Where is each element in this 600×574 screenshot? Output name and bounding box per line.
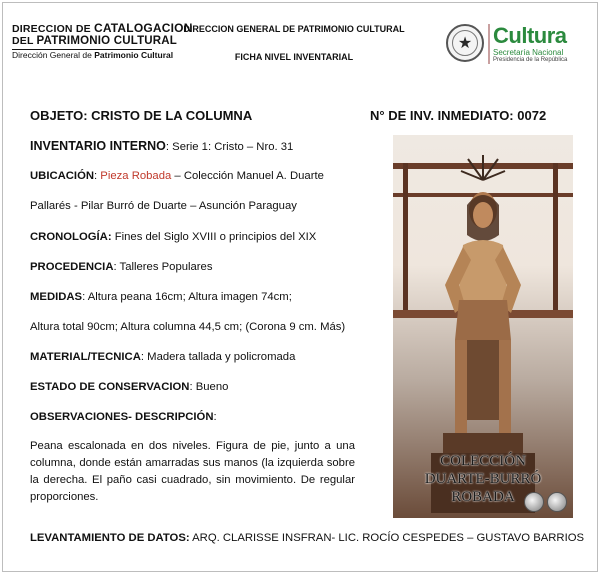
observaciones-row	[30, 411, 217, 423]
levantamiento-label: LEVANTAMIENTO DE DATOS:	[30, 532, 190, 544]
inventario-interno-value: : Serie 1: Cristo – Nro. 31	[165, 141, 294, 153]
stamp-line-1: COLECCIÓN	[440, 453, 526, 469]
procedencia-value: : Talleres Populares	[113, 261, 213, 273]
observaciones-label: OBSERVACIONES- DESCRIPCIÓN	[30, 411, 214, 423]
estado-row	[30, 381, 228, 393]
corner-mark-icon	[524, 492, 544, 512]
logo-line-1: DIRECCION DE CATALOGACION	[12, 21, 193, 35]
photo-corner-marks	[524, 492, 567, 512]
brand-name: Cultura	[493, 23, 567, 48]
ubicacion-row	[30, 170, 324, 182]
medidas-label: MEDIDAS	[30, 291, 83, 303]
objeto-title: OBJETO: CRISTO DE LA COLUMNA	[30, 108, 253, 123]
material-value: : Madera tallada y policromada	[140, 351, 296, 363]
inventory-number: N° DE INV. INMEDIATO: 0072	[370, 108, 547, 123]
description-paragraph: Peana escalonada en dos niveles. Figura de pie, junto a una columna, donde están amarradas sus manos (la izquierda sobre la derecha. El paño casi cuadrado, sin movimiento. De regular proporciones.	[30, 440, 355, 503]
logo-line-3: Dirección General de Patrimonio Cultural	[12, 50, 174, 61]
medidas-value-cont: Altura total 90cm; Altura columna 44,5 cm; (Corona 9 cm. Más)	[30, 321, 346, 333]
procedencia-row	[30, 261, 213, 273]
cronologia-label: CRONOLOGÍA:	[30, 231, 112, 243]
ubicacion-colon: :	[94, 170, 101, 182]
statue-base-top	[443, 433, 523, 453]
stamp-line-2: DUARTE-BURRÓ	[424, 471, 542, 487]
statue-face	[473, 202, 493, 228]
statue-torso	[458, 240, 508, 305]
cronologia-row	[30, 231, 316, 243]
procedencia-label: PROCEDENCIA	[30, 261, 114, 273]
corner-mark-icon	[547, 492, 567, 512]
material-row	[30, 351, 295, 363]
brand-subtitle: Secretaría Nacional	[493, 48, 564, 57]
brand-divider	[488, 24, 490, 64]
ubicacion-value: – Colección Manuel A. Duarte	[171, 170, 324, 182]
medidas-value: : Altura peana 16cm; Altura imagen 74cm;	[82, 291, 292, 303]
inventario-interno-row	[30, 139, 293, 153]
levantamiento-row	[30, 532, 584, 544]
logo-line-2: DEL PATRIMONIO CULTURAL	[12, 35, 178, 48]
estado-value: : Bueno	[189, 381, 229, 393]
stamp-line-3: ROBADA	[451, 489, 515, 505]
observaciones-colon: :	[213, 411, 217, 423]
medidas-row	[30, 291, 292, 303]
star-icon: ★	[452, 30, 478, 56]
levantamiento-value: ARQ. CLARISSE INSFRAN- LIC. ROCÍO CESPEDES – GUSTAVO BARRIOS	[189, 532, 585, 544]
header-title: DIRECCION GENERAL DE PATRIMONIO CULTURAL	[183, 24, 405, 34]
statue-leg-right	[499, 340, 511, 435]
ubicacion-label: UBICACIÓN	[30, 170, 95, 182]
ubicacion-value-cont: Pallarés - Pilar Burró de Duarte – Asunción Paraguay	[30, 200, 297, 212]
star-seal-icon	[446, 24, 484, 62]
bench-post-2	[553, 163, 558, 313]
statue-loincloth	[455, 300, 511, 340]
cultura-logo	[493, 25, 567, 64]
header-subtitle: FICHA NIVEL INVENTARIAL	[234, 52, 354, 62]
material-label: MATERIAL/TECNICA	[30, 351, 141, 363]
statue-photo	[393, 135, 573, 518]
cronologia-value: Fines del Siglo XVIII o principios del XIX	[111, 231, 317, 243]
estado-label: ESTADO DE CONSERVACION	[30, 381, 190, 393]
stolen-status: Pieza Robada	[100, 170, 172, 182]
statue-leg-left	[455, 340, 467, 435]
bench-post	[403, 163, 408, 313]
brand-subtitle-2: Presidencia de la República	[493, 57, 568, 64]
inventario-interno-label: INVENTARIO INTERNO	[30, 139, 166, 153]
